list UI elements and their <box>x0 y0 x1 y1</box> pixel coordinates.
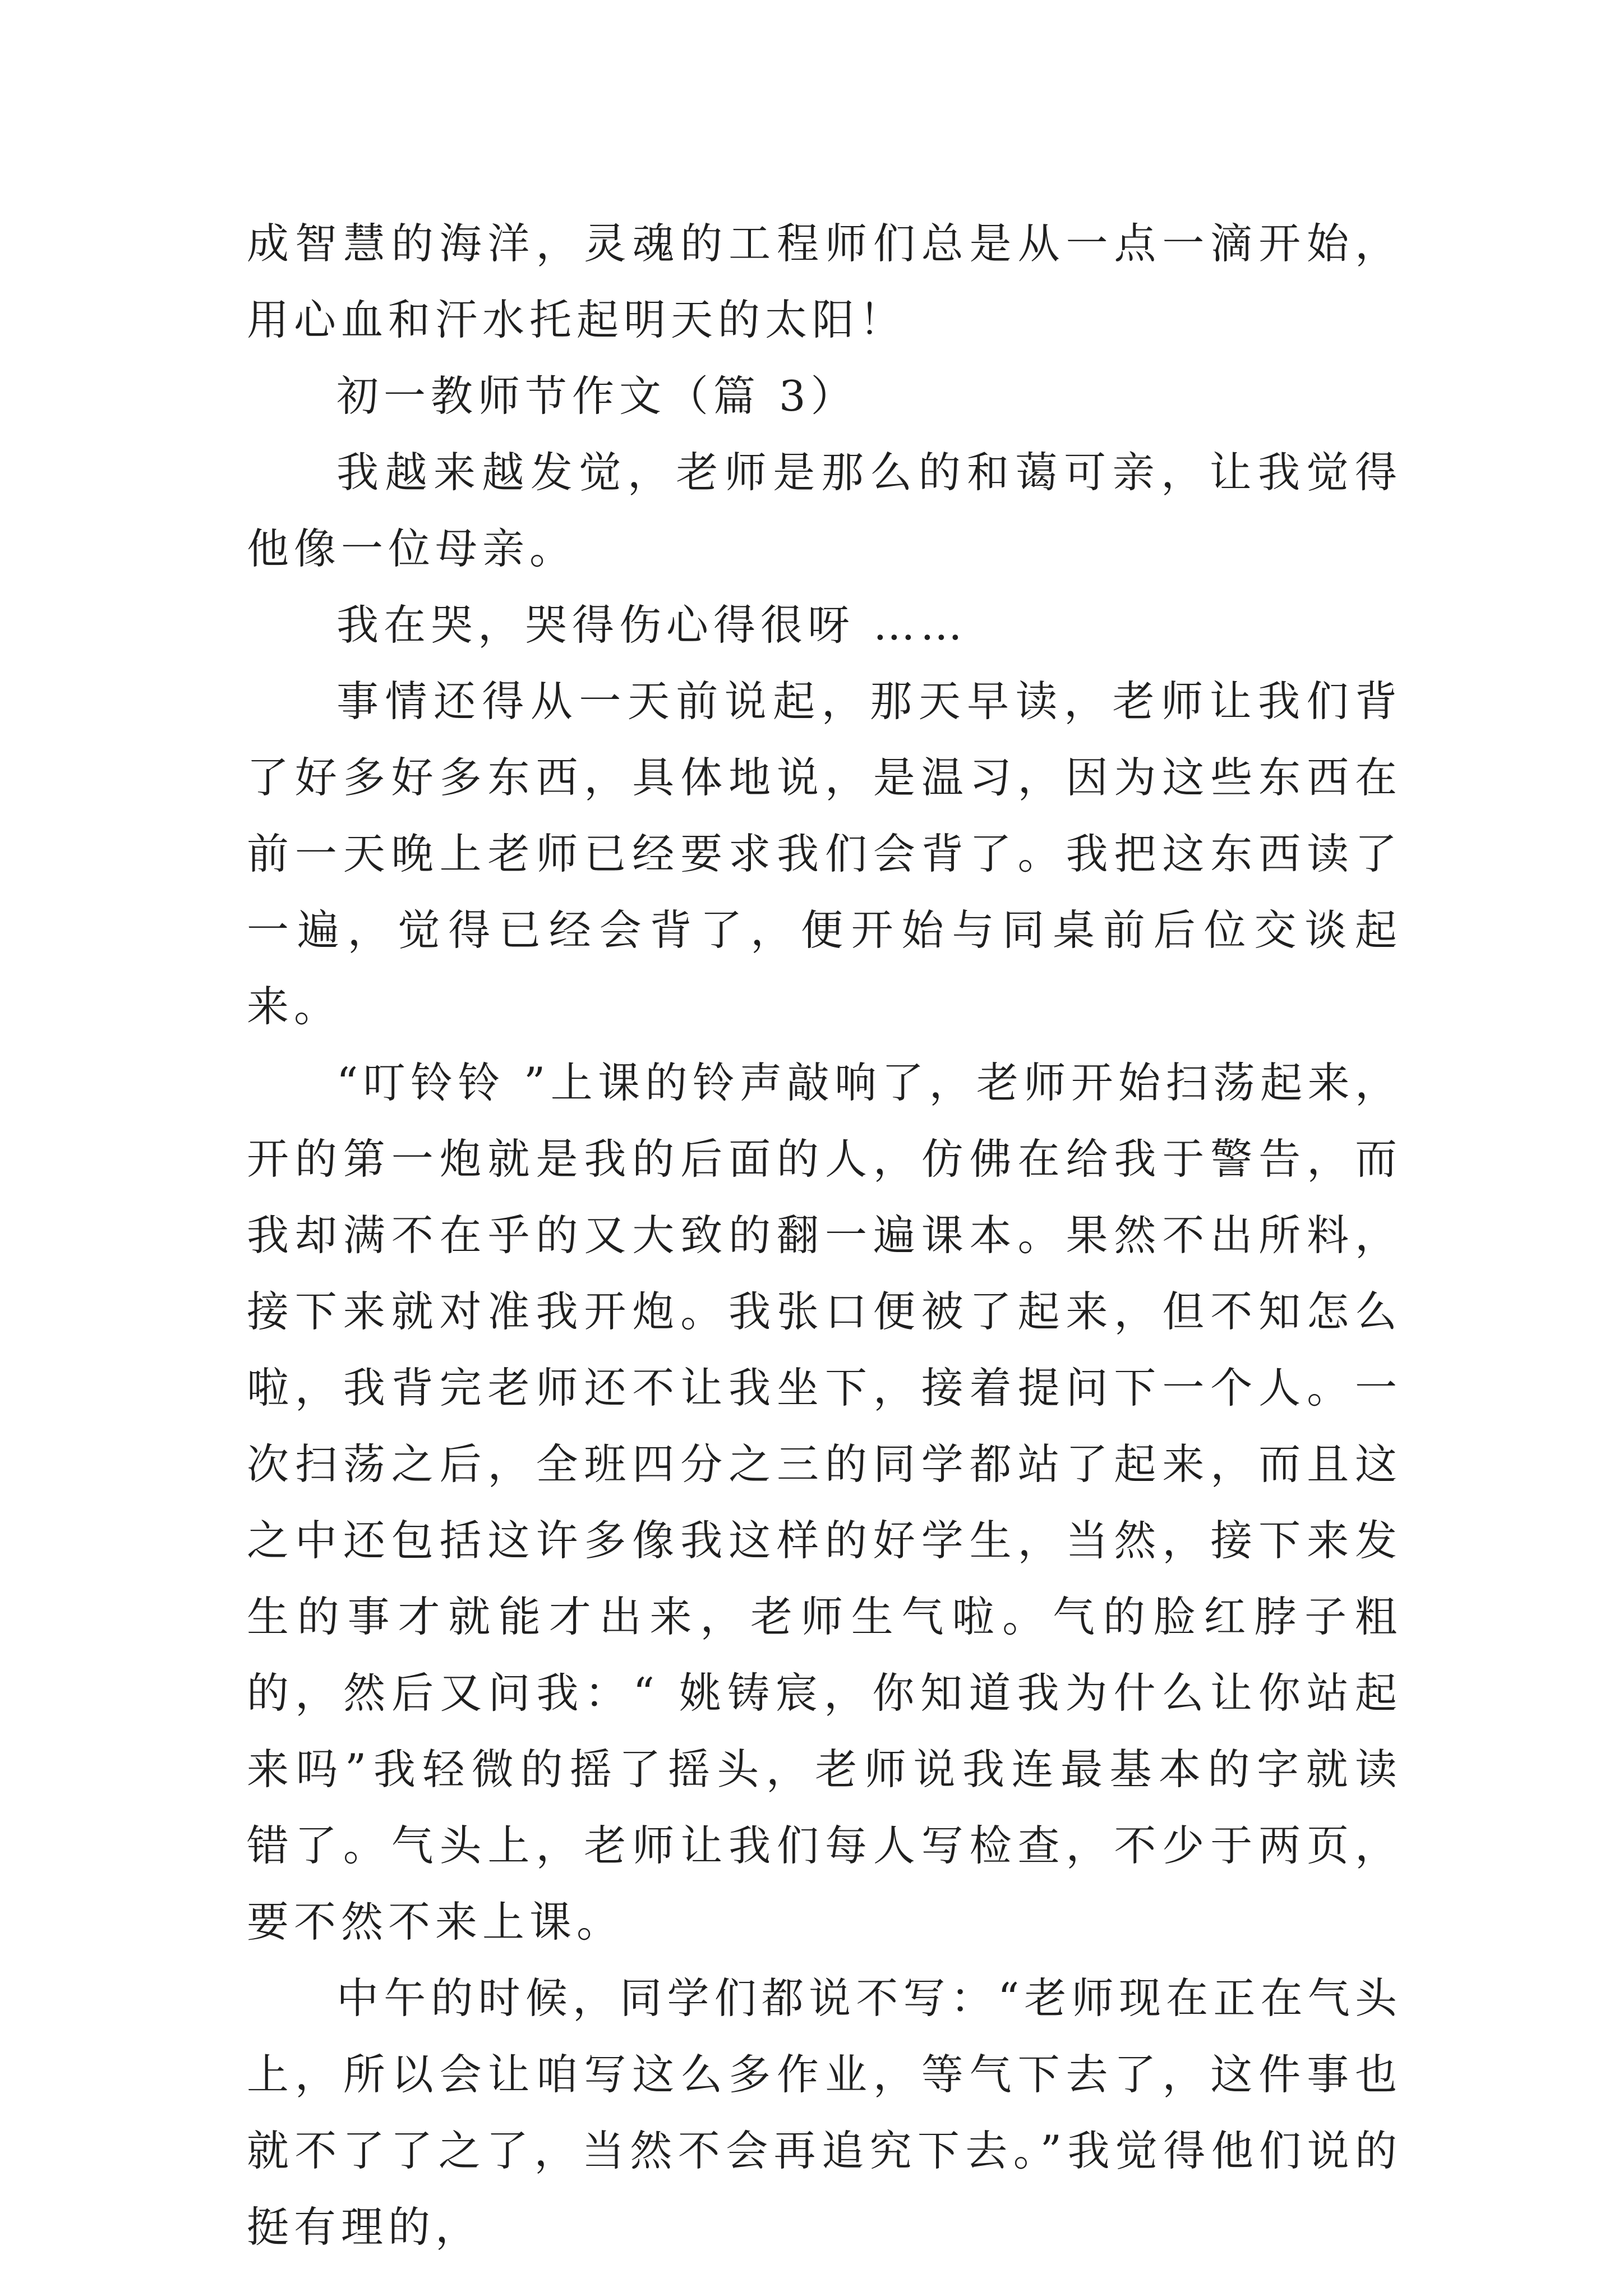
document-body <box>247 205 1402 2265</box>
paragraph: 我越来越发觉，老师是那么的和蔼可亲，让我觉得他像一位母亲。 <box>247 448 1402 573</box>
paragraph: 中午的时候，同学们都说不写：“老师现在正在气头上，所以会让咱写这么多作业，等气下去了，这件事也就不了了之了，当然不会再追究下去。”我觉得他们说的挺有理的， <box>247 1973 1402 2252</box>
section-heading: 初一教师节作文（篇 3） <box>336 371 858 421</box>
paragraph: 事情还得从一天前说起，那天早读，老师让我们背了好多好多东西，具体地说，是温习，因为这些东西在前一天晚上老师已经要求我们会背了。我把这东西读了一遍，觉得已经会背了，便开始与同桌前后位交谈起来。 <box>247 677 1402 1031</box>
paragraph: 我在哭，哭得伤心得很呀 …… <box>336 600 967 650</box>
paragraph-continuation: 成智慧的海洋，灵魂的工程师们总是从一点一滴开始，用心血和汗水托起明天的太阳！ <box>247 219 1402 344</box>
paragraph: “叮铃铃 ”上课的铃声敲响了，老师开始扫荡起来，开的第一炮就是我的后面的人，仿佛在给我于警告，而我却满不在乎的又大致的翻一遍课本。果然不出所料，接下来就对准我开炮。我张口便被了起来，但不知怎么啦，我背完老师还不让我坐下，接着提问下一个人。一次扫荡之后，全班四分之三的同学都站了起来，而且这之中还包括这许多像我这样的好学生，当然，接下来发生的事才就能才出来，老师生气啦。气的脸红脖子粗的，然后又问我：“ 姚铸宸，你知道我为什么让你站起来吗”我轻微的摇了摇头，老师说我连最基本的字就读错了。气头上，老师让我们每人写检查，不少于两页，要不然不来上课。 <box>247 1058 1402 1947</box>
